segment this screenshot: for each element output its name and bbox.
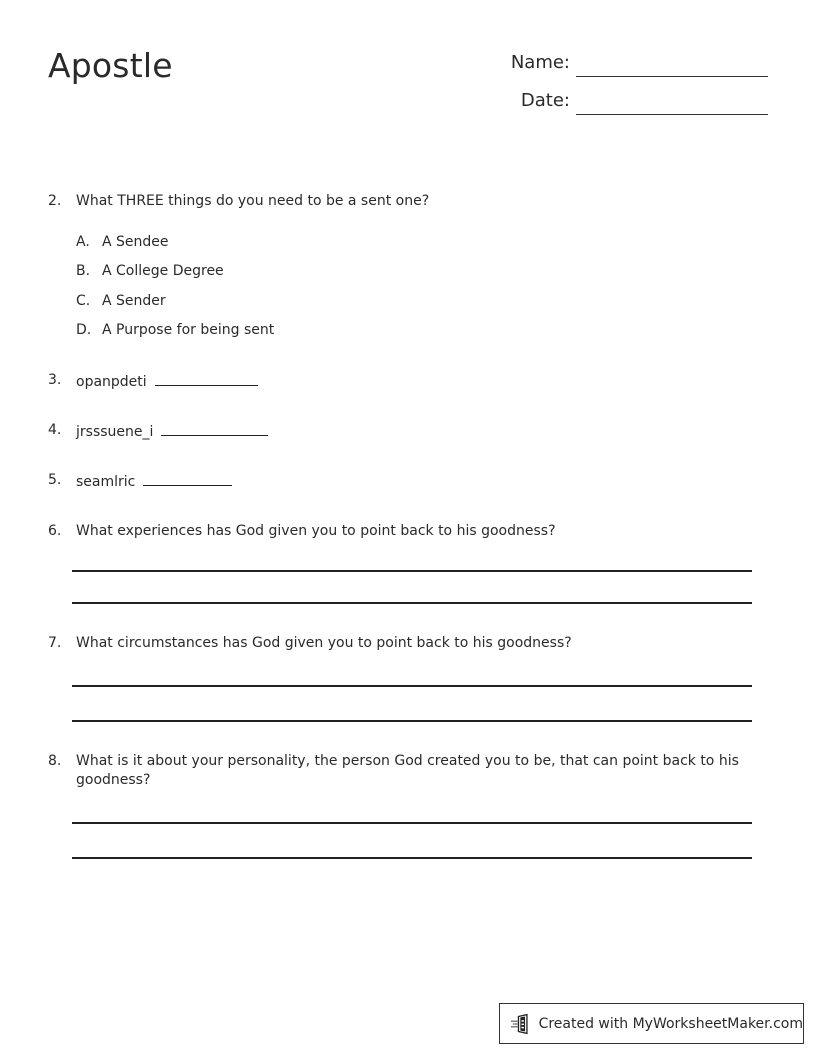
question-number: 6. (48, 523, 62, 539)
option-letter: C. (76, 293, 91, 309)
question-text-row (76, 371, 258, 392)
scrambled-word: opanpdeti (76, 374, 147, 390)
question-text-row (76, 421, 268, 442)
question-text-row (76, 471, 232, 492)
worksheet-maker-logo-icon (510, 1013, 533, 1035)
answer-blank[interactable] (155, 371, 258, 386)
scrambled-word: seamlric (76, 474, 136, 490)
question-number: 8. (48, 753, 62, 769)
option-letter: A. (76, 234, 90, 250)
date-label: Date: (520, 90, 570, 111)
option-text: A College Degree (102, 263, 224, 279)
option-text: A Sendee (102, 234, 169, 250)
question-number: 5. (48, 472, 62, 488)
option-letter: D. (76, 322, 92, 338)
answer-line[interactable] (72, 857, 752, 859)
option-letter: B. (76, 263, 91, 279)
question-number: 7. (48, 635, 62, 651)
option-text: A Sender (102, 293, 166, 309)
name-label: Name: (510, 52, 570, 73)
question-text: What THREE things do you need to be a sent one? (76, 193, 430, 209)
answer-line[interactable] (72, 602, 752, 604)
question-number: 4. (48, 422, 62, 438)
scrambled-word: jrsssuene_i (76, 424, 154, 440)
date-field[interactable] (576, 114, 768, 115)
worksheet-title: Apostle (48, 46, 173, 85)
question-number: 2. (48, 193, 62, 209)
name-field[interactable] (576, 76, 768, 77)
answer-line[interactable] (72, 720, 752, 722)
question-text: What circumstances has God given you to point back to his goodness? (76, 635, 572, 651)
answer-blank[interactable] (161, 421, 268, 436)
answer-blank[interactable] (143, 471, 232, 486)
answer-line[interactable] (72, 570, 752, 572)
footer-badge[interactable] (499, 1003, 804, 1044)
question-text: What experiences has God given you to point back to his goodness? (76, 523, 556, 539)
footer-text: Created with MyWorksheetMaker.com (538, 1015, 803, 1032)
question-number: 3. (48, 372, 62, 388)
answer-line[interactable] (72, 822, 752, 824)
question-8-text: What is it about your personality, the person God created you to be, that can point back to his goodness? (76, 753, 739, 788)
answer-line[interactable] (72, 685, 752, 687)
option-text: A Purpose for being sent (102, 322, 275, 338)
